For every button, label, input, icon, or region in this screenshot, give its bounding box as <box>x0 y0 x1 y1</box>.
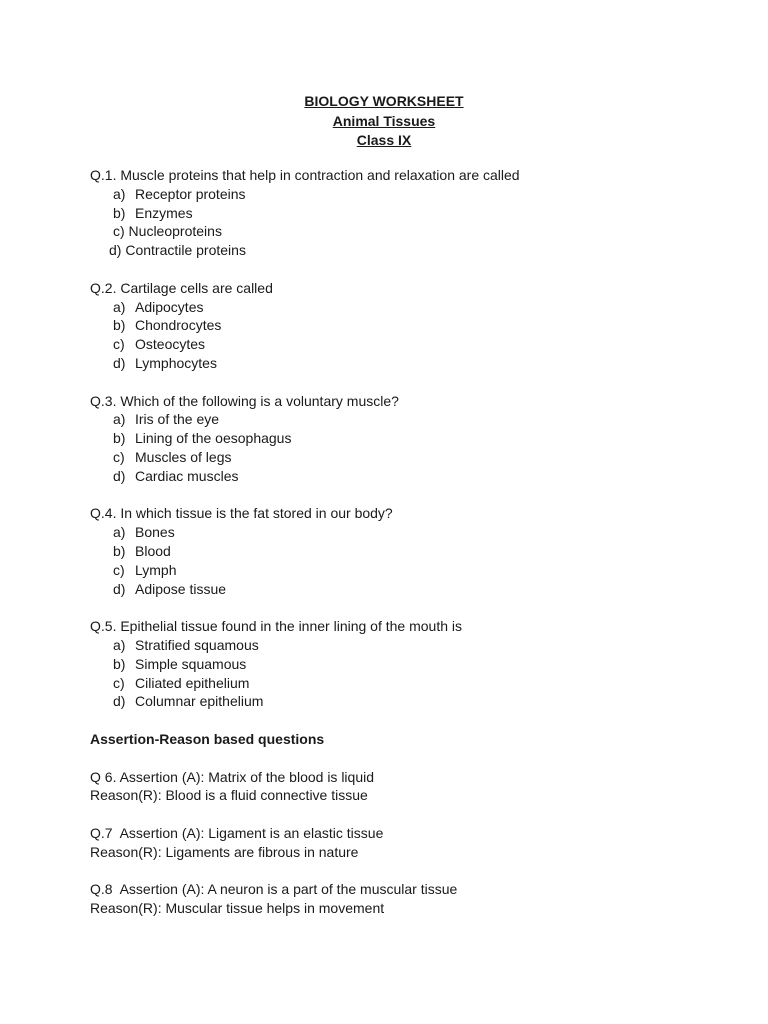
option-label: d) <box>113 693 126 710</box>
option-label: d) <box>113 467 126 484</box>
option-label: c) <box>113 336 125 353</box>
spacer <box>90 373 710 392</box>
answer-option <box>90 204 710 223</box>
option-text: Simple squamous <box>135 655 247 672</box>
reason-text: Reason(R): Blood is a fluid connective tissue <box>90 787 368 804</box>
answer-option <box>90 580 710 599</box>
spacer <box>90 711 710 730</box>
option-label: a) <box>113 298 126 315</box>
spacer <box>90 805 710 824</box>
answer-option <box>90 542 710 561</box>
option-label: a) <box>113 185 126 202</box>
worksheet-header <box>0 92 768 151</box>
question-text: Q.4. In which tissue is the fat stored in our body? <box>90 505 393 522</box>
spacer <box>90 861 710 880</box>
question-text: Q.1. Muscle proteins that help in contraction and relaxation are called <box>90 167 520 183</box>
option-text: Cardiac muscles <box>135 467 239 484</box>
option-label: a) <box>113 524 126 541</box>
option-text: Adipose tissue <box>135 580 227 597</box>
option-text: Lining of the oesophagus <box>135 430 292 447</box>
option-text: Receptor proteins <box>135 185 246 202</box>
question-block <box>90 279 710 373</box>
option-label: c) <box>113 561 125 578</box>
assertion-text: Q.7 Assertion (A): Ligament is an elastic tissue <box>90 824 384 841</box>
answer-option <box>90 467 710 486</box>
assertion-text: Q 6. Assertion (A): Matrix of the blood is liquid <box>90 768 375 785</box>
answer-option <box>90 335 710 354</box>
option-text: c) Nucleoproteins <box>113 223 222 240</box>
answer-option <box>90 692 710 711</box>
option-label: b) <box>113 542 126 559</box>
spacer <box>90 598 710 617</box>
worksheet-class-label: Class IX <box>356 132 412 148</box>
option-text: Ciliated epithelium <box>135 674 250 691</box>
option-label: b) <box>113 430 126 447</box>
question-text: Q.3. Which of the following is a voluntary muscle? <box>90 392 399 409</box>
question-text: Q.5. Epithelial tissue found in the inner lining of the mouth is <box>90 618 462 635</box>
option-text: Enzymes <box>135 204 193 221</box>
option-text: Lymphocytes <box>135 354 217 371</box>
question-block <box>90 392 710 486</box>
answer-option <box>90 448 710 467</box>
option-text: Adipocytes <box>135 298 204 315</box>
spacer <box>90 486 710 505</box>
answer-option <box>90 185 710 204</box>
answer-option <box>90 523 710 542</box>
question-block <box>90 617 710 711</box>
option-label: b) <box>113 655 126 672</box>
option-label: a) <box>113 411 126 428</box>
question-text: Q.2. Cartilage cells are called <box>90 279 273 296</box>
option-text: Osteocytes <box>135 336 206 353</box>
answer-option <box>90 410 710 429</box>
section-heading: Assertion-Reason based questions <box>90 730 325 747</box>
answer-option <box>90 298 710 317</box>
option-label: b) <box>113 204 126 221</box>
option-text: Muscles of legs <box>135 448 232 465</box>
question-block <box>90 166 710 260</box>
assertion-reason-item <box>90 824 710 862</box>
option-text: Stratified squamous <box>135 636 259 653</box>
option-text: Chondrocytes <box>135 317 222 334</box>
answer-option <box>90 222 710 241</box>
worksheet-title: BIOLOGY WORKSHEET <box>304 93 464 109</box>
answer-option <box>90 429 710 448</box>
question-block <box>90 504 710 598</box>
option-label: c) <box>113 674 125 691</box>
answer-option <box>90 636 710 655</box>
option-label: b) <box>113 317 126 334</box>
assertion-reason-item <box>90 880 710 918</box>
spacer <box>90 749 710 768</box>
reason-text: Reason(R): Muscular tissue helps in movement <box>90 900 385 917</box>
assertion-reason-item <box>90 768 710 806</box>
worksheet-content <box>90 166 710 918</box>
answer-option <box>90 241 710 260</box>
answer-option <box>90 674 710 693</box>
option-text: Blood <box>135 542 171 559</box>
answer-option <box>90 655 710 674</box>
assertion-text: Q.8 Assertion (A): A neuron is a part of the muscular tissue <box>90 881 458 898</box>
answer-option <box>90 354 710 373</box>
answer-option <box>90 561 710 580</box>
option-label: c) <box>113 448 125 465</box>
option-text: Columnar epithelium <box>135 693 264 710</box>
option-label: d) <box>113 580 126 597</box>
option-label: d) <box>113 354 126 371</box>
option-text: d) Contractile proteins <box>109 242 246 259</box>
option-label: a) <box>113 636 126 653</box>
reason-text: Reason(R): Ligaments are fibrous in nature <box>90 843 359 860</box>
spacer <box>90 260 710 279</box>
option-text: Lymph <box>135 561 177 578</box>
option-text: Bones <box>135 524 175 541</box>
option-text: Iris of the eye <box>135 411 220 428</box>
worksheet-subtitle: Animal Tissues <box>332 112 436 129</box>
answer-option <box>90 316 710 335</box>
